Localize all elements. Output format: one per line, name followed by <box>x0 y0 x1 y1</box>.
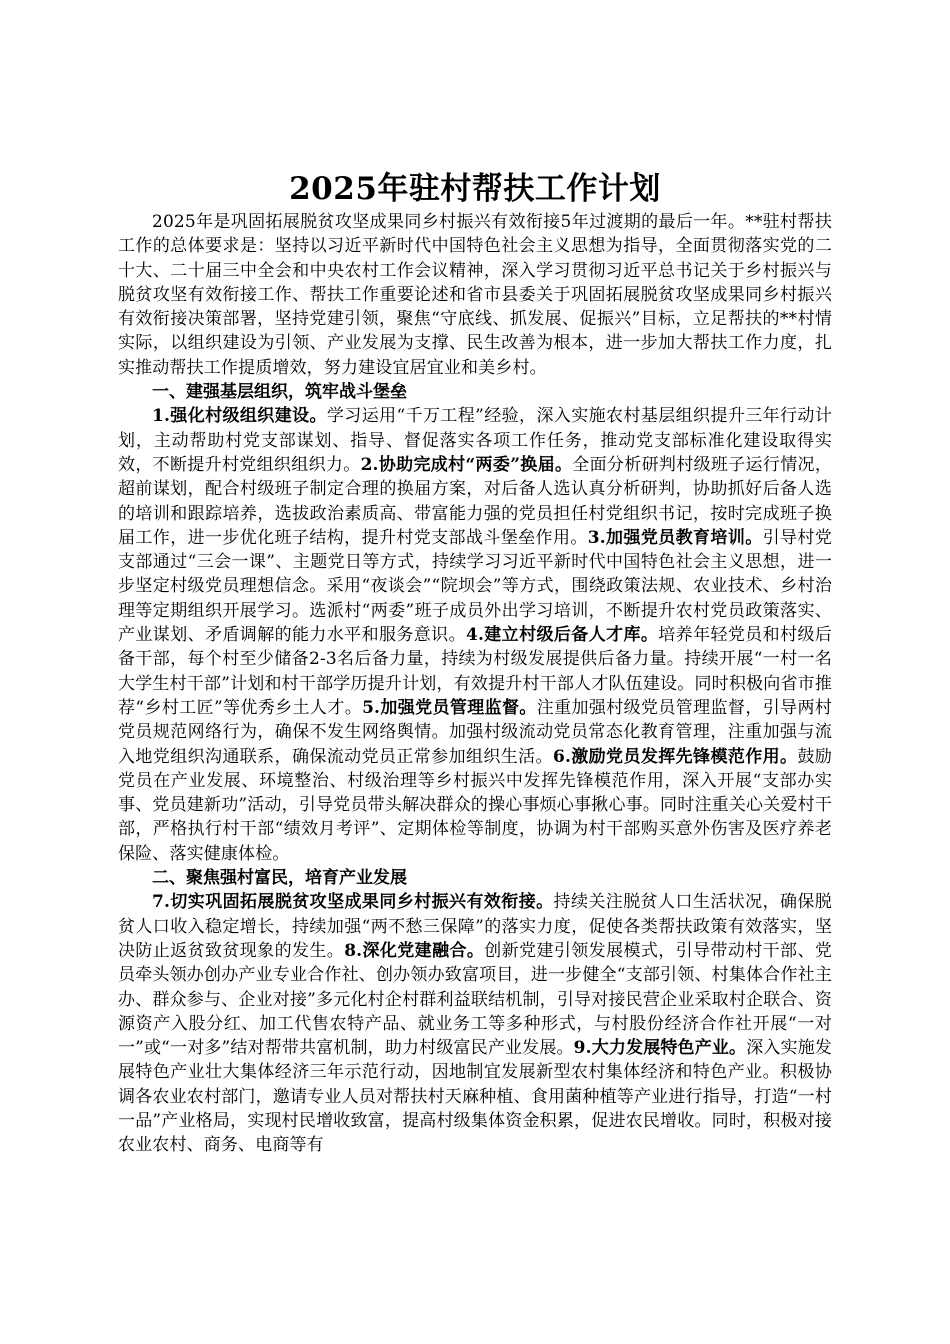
item-body-9: 深入实施发展特色产业壮大集体经济三年示范行动，因地制宜发展新型农村集体经济和特色产业。积极协调各农业农村部门，邀请专业人员对帮扶村天麻种植、食用菌种植等产业进行指导，打造“一村一品”产业格局，实现村民增收致富，提高村级集体资金积累，促进农民增收。同时，积极对接农业农村、商务、电商等有 <box>118 1038 832 1156</box>
item-body-7: 持续关注脱贫人口生活状况，确保脱贫人口收入稳定增长，持续加强“两不愁三保障”的落实力度，促使各类帮扶政策有效落实，坚决防止返贫致贫现象的发生。 <box>118 892 832 961</box>
item-title-4: 4.建立村级后备人才库。 <box>465 625 659 646</box>
document-page <box>118 168 832 1158</box>
item-body-6: 鼓励党员在产业发展、环境整治、村级治理等乡村振兴中发挥先锋模范作用，深入开展“支部办实事、党员建新功”活动，引导党员带头解决群众的操心事烦心事揪心事。同时注重关心关爱村干部，严格执行村干部“绩效月考评”、定期体检等制度，协调为村干部购买意外伤害及医疗养老保险、落实健康体检。 <box>118 746 833 864</box>
item-title-3: 3.加强党员教育培训。 <box>587 527 763 548</box>
item-body-4: 培养年轻党员和村级后备干部，每个村至少储备2-3名后备力量，持续为村级发展提供后备力量。持续开展“一村一名大学生村干部”计划和村干部学历提升计划，有效提升村干部人才队伍建设。同时积极向省市推荐“乡村工匠”等优秀乡土人才。 <box>118 625 833 718</box>
item-title-6: 6.激励党员发挥先锋模范作用。 <box>552 746 798 767</box>
document-title: 2025年驻村帮扶工作计划 <box>289 171 661 207</box>
item-body-1: 学习运用“千万工程”经验，深入实施农村基层组织提升三年行动计划，主动帮助村党支部谋划、指导、督促落实各项工作任务，推动党支部标准化建设取得实效，不断提升村党组织组织力。 <box>118 406 832 475</box>
item-title-8: 8.深化党建融合。 <box>344 940 485 961</box>
item-title-1: 1.强化村级组织建设。 <box>152 406 327 427</box>
item-body-8: 创新党建引领发展模式，引导带动村干部、党员牵头领办创办产业专业合作社、创办领办致富项目，进一步健全“支部引领、村集体合作社主办、群众参与、企业对接”多元化村企村群利益联结机制，引导对接民营企业采取村企联合、资源资产入股分红、加工代售农特产品、就业务工等多种形式，与村股份经济合作社开展“一对一”或“一对多”结对帮带共富机制，助力村级富民产业发展。 <box>118 940 833 1059</box>
section-heading-2: 二、聚焦强村富民，培育产业发展 <box>152 868 407 889</box>
item-body-3: 引导村党支部通过“三会一课”、主题党日等方式，持续学习习近平新时代中国特色社会主义思想，进一步坚定村级党员理想信念。采用“夜谈会”“院坝会”等方式，围绕政策法规、农业技术、乡村治理等定期组织开展学习。选派村“两委”班子成员外出学习培训，不断提升农村党员政策落实、产业谋划、矛盾调解的能力水平和服务意识。 <box>118 527 832 646</box>
item-title-7: 7.切实巩固拓展脱贫攻坚成果同乡村振兴有效衔接。 <box>152 892 554 913</box>
section1-paragraph-a <box>118 404 832 866</box>
item-title-9: 9.大力发展特色产业。 <box>573 1038 747 1059</box>
item-title-2: 2.协助完成村“两委”换届。 <box>360 454 573 475</box>
intro-paragraph: 2025年是巩固拓展脱贫攻坚成果同乡村振兴有效衔接5年过渡期的最后一年。**驻村帮扶工作的总体要求是：坚持以习近平新时代中国特色社会主义思想为指导，全面贯彻落实党的二十大、二十届三中全会和中央农村工作会议精神，深入学习贯彻习近平总书记关于乡村振兴与脱贫攻坚有效衔接工作、帮扶工作重要论述和省市县委关于巩固拓展脱贫攻坚成果同乡村振兴有效衔接决策部署，坚持党建引领，聚焦“守底线、抓发展、促振兴”目标，立足帮扶的**村情实际，以组织建设为引领、产业发展为支撑、民生改善为根本，进一步加大帮扶工作力度，扎实推动帮扶工作提质增效，努力建设宜居宜业和美乡村。 <box>118 212 832 378</box>
item-title-5: 5.加强党员管理监督。 <box>362 697 537 718</box>
item-body-2: 全面分析研判村级班子运行情况，超前谋划，配合村级班子制定合理的换届方案，对后备人选认真分析研判，协助抓好后备人选的培训和跟踪培养，选拔政治素质高、带富能力强的党员担任村党组织书记，按时完成班子换届工作，进一步优化班子结构，提升村党支部战斗堡垒作用。 <box>118 454 833 548</box>
item-body-5: 注重加强村级党员管理监督，引导两村党员规范网络行为，确保不发生网络舆情。加强村级流动党员常态化教育管理，注重加强与流入地党组织沟通联系，确保流动党员正常参加组织生活。 <box>118 697 832 767</box>
section2-paragraph-a <box>118 890 832 1157</box>
section-heading-1: 一、建强基层组织，筑牢战斗堡垒 <box>152 382 407 403</box>
